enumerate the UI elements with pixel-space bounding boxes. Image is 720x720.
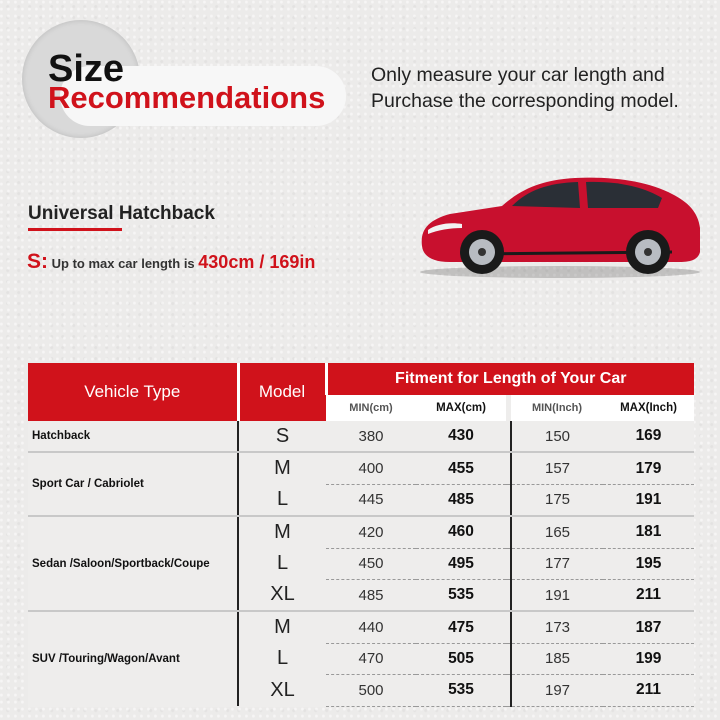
min-cm-cell: 440	[326, 611, 416, 643]
sub-header-min-cm: MIN(cm)	[326, 395, 416, 421]
model-cell: M	[238, 516, 326, 548]
min-inch-cell: 185	[511, 643, 603, 674]
col-header-fitment: Fitment for Length of Your Car	[326, 363, 694, 395]
model-cell: M	[238, 611, 326, 643]
size-colon: :	[41, 250, 49, 273]
intro-line-1: Only measure your car length and	[371, 64, 665, 86]
min-cm-cell: 500	[326, 675, 416, 706]
min-inch-cell: 191	[511, 579, 603, 611]
min-cm-cell: 485	[326, 579, 416, 611]
max-inch-cell: 181	[603, 516, 694, 548]
model-cell: XL	[238, 579, 326, 611]
sub-header-max-cm: MAX(cm)	[416, 395, 506, 421]
page-title-size: Size	[48, 48, 125, 90]
max-inch-cell: 191	[603, 484, 694, 516]
max-cm-cell: 535	[416, 675, 506, 706]
max-cm-cell: 460	[416, 516, 506, 548]
min-inch-cell: 157	[511, 452, 603, 484]
fitment-table	[28, 363, 694, 707]
min-cm-cell: 400	[326, 452, 416, 484]
size-text: Up to max car length is	[48, 256, 199, 271]
min-cm-cell: 445	[326, 484, 416, 516]
car-type-part1: Universal	[28, 203, 114, 224]
max-cm-cell: 505	[416, 643, 506, 674]
max-inch-cell: 211	[603, 675, 694, 706]
max-cm-cell: 495	[416, 548, 506, 579]
max-inch-cell: 169	[603, 421, 694, 452]
sub-header-max-inch: MAX(Inch)	[603, 395, 694, 421]
table-row	[28, 421, 694, 452]
car-type-part2: Hatchback	[113, 203, 215, 224]
min-cm-cell: 450	[326, 548, 416, 579]
min-inch-cell: 177	[511, 548, 603, 579]
min-cm-cell: 470	[326, 643, 416, 674]
max-inch-cell: 195	[603, 548, 694, 579]
max-inch-cell: 179	[603, 452, 694, 484]
min-cm-cell: 380	[326, 421, 416, 452]
table-row	[28, 611, 694, 643]
vehicle-type-cell: Hatchback	[28, 421, 238, 452]
col-header-model: Model	[238, 363, 326, 421]
model-cell: S	[238, 421, 326, 452]
max-cm-cell: 475	[416, 611, 506, 643]
size-letter: S	[27, 250, 42, 273]
table-row	[28, 452, 694, 484]
fitment-table-body	[28, 421, 694, 706]
car-type-heading	[28, 203, 215, 225]
car-icon	[410, 168, 710, 283]
col-header-vehicle-type: Vehicle Type	[28, 363, 238, 421]
model-cell: L	[238, 643, 326, 674]
min-inch-cell: 165	[511, 516, 603, 548]
page-title-recommendations: Recommendations	[48, 80, 326, 115]
min-inch-cell: 175	[511, 484, 603, 516]
min-inch-cell: 150	[511, 421, 603, 452]
min-inch-cell: 173	[511, 611, 603, 643]
sub-header-min-inch: MIN(Inch)	[511, 395, 603, 421]
vehicle-type-cell: Sport Car / Cabriolet	[28, 452, 238, 516]
table-row	[28, 516, 694, 548]
car-type-underline	[28, 228, 122, 231]
model-cell: L	[238, 484, 326, 516]
intro-text	[371, 62, 716, 114]
vehicle-type-cell: SUV /Touring/Wagon/Avant	[32, 653, 180, 666]
min-inch-cell: 197	[511, 675, 603, 706]
min-cm-cell: 420	[326, 516, 416, 548]
model-cell: XL	[238, 675, 326, 706]
max-cm-cell: 430	[416, 421, 506, 452]
max-cm-cell: 535	[416, 579, 506, 611]
size-value: 430cm / 169in	[198, 252, 316, 272]
model-cell: M	[238, 452, 326, 484]
max-inch-cell: 199	[603, 643, 694, 674]
intro-line-2: Purchase the corresponding model.	[371, 90, 679, 112]
vehicle-type-cell: Sedan /Saloon/Sportback/Coupe	[28, 516, 238, 611]
max-cm-cell: 455	[416, 452, 506, 484]
max-inch-cell: 211	[603, 579, 694, 611]
max-inch-cell: 187	[603, 611, 694, 643]
model-cell: L	[238, 548, 326, 579]
max-cm-cell: 485	[416, 484, 506, 516]
size-recommendation	[27, 250, 315, 274]
